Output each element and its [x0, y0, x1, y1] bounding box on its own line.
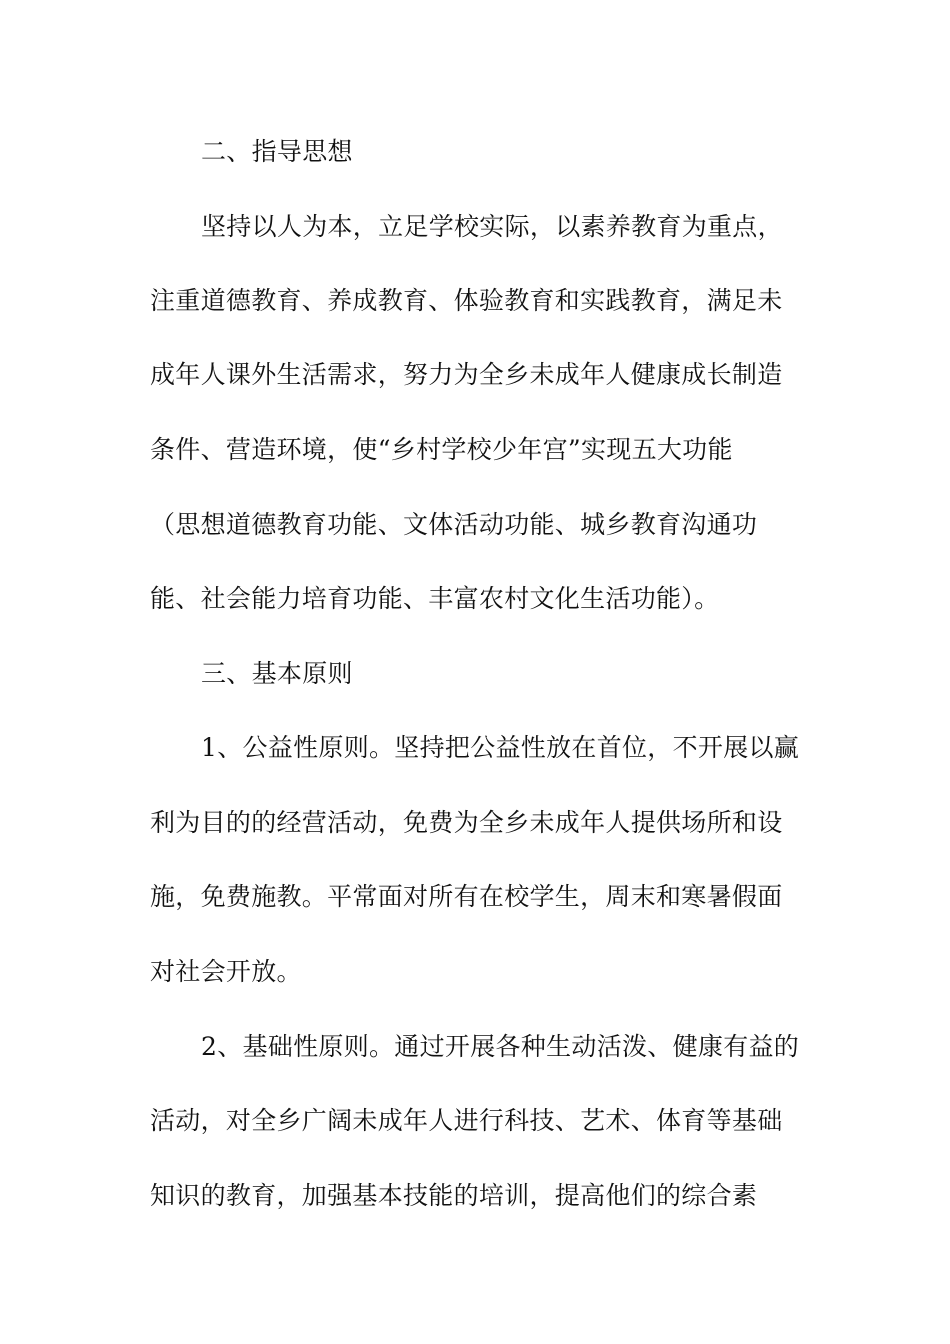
paragraph-line: 施，免费施教。平常面对所有在校学生，周末和寒暑假面	[150, 882, 783, 911]
paragraph-line: 2、基础性原则。通过开展各种生动活泼、健康有益的	[201, 1032, 800, 1061]
paragraph-line: 利为目的的经营活动，免费为全乡未成年人提供场所和设	[150, 808, 783, 837]
paragraph-line: 对社会开放。	[150, 957, 302, 986]
paragraph-line: 1、公益性原则。坚持把公益性放在首位，不开展以赢	[201, 733, 800, 762]
paragraph-line: 注重道德教育、养成教育、体验教育和实践教育，满足未	[150, 286, 783, 315]
paragraph-line: 成年人课外生活需求，努力为全乡未成年人健康成长制造	[150, 360, 783, 389]
paragraph-line: （思想道德教育功能、文体活动功能、城乡教育沟通功	[150, 510, 758, 539]
paragraph-line: 条件、营造环境，使“乡村学校少年宫”实现五大功能	[150, 435, 733, 464]
paragraph-line: 能、社会能力培育功能、丰富农村文化生活功能）。	[150, 584, 720, 613]
section-heading-basic-principles: 三、基本原则	[201, 659, 353, 688]
paragraph-line: 坚持以人为本，立足学校实际，以素养教育为重点，	[201, 212, 783, 241]
paragraph-line: 活动，对全乡广阔未成年人进行科技、艺术、体育等基础	[150, 1106, 783, 1135]
paragraph-line: 知识的教育，加强基本技能的培训，提高他们的综合素	[150, 1181, 758, 1210]
section-heading-guiding-ideology: 二、指导思想	[201, 137, 353, 166]
